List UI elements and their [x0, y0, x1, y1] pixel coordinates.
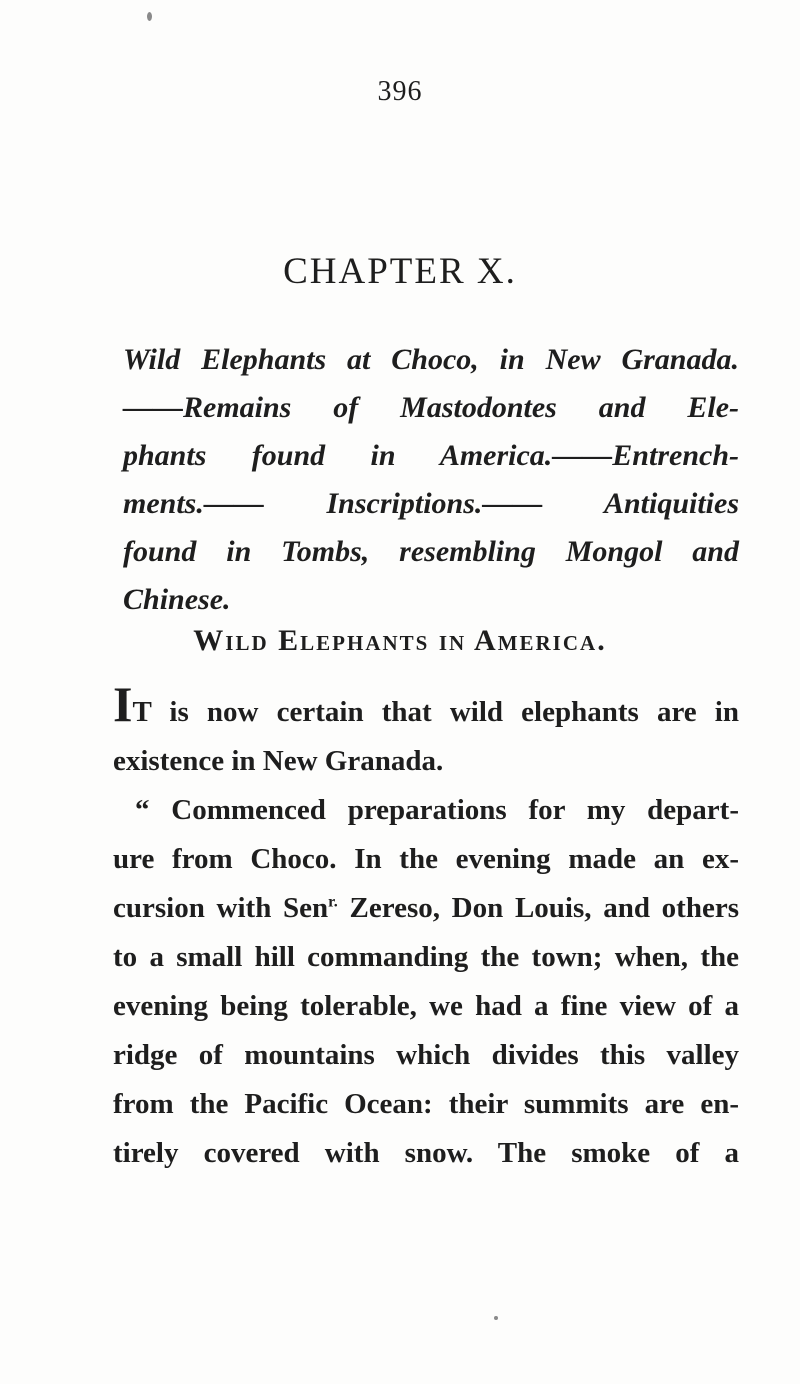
- ink-speck: [494, 1316, 498, 1320]
- summary-line: Wild Elephants at Choco, in New Granada.: [123, 343, 739, 376]
- chapter-heading: CHAPTER X.: [283, 251, 517, 292]
- summary-line: found in Tombs, resembling Mongol and: [123, 535, 739, 568]
- superscript-abbreviation: r.: [328, 893, 338, 911]
- chapter-summary: [123, 336, 739, 624]
- drop-cap: I: [113, 676, 133, 732]
- body-line-text: T is now certain that wild elephants are in: [132, 696, 739, 728]
- body-line: [113, 884, 739, 933]
- body-line-text: cursion with Sen: [113, 892, 329, 924]
- ink-speck: [147, 12, 152, 21]
- body-line: “ Commenced preparations for my depart-: [135, 794, 739, 826]
- summary-line: ——Remains of Mastodontes and Ele-: [123, 391, 739, 424]
- body-line: [113, 676, 739, 737]
- summary-line: ments.—— Inscriptions.—— Antiquities: [123, 487, 739, 520]
- body-line: to a small hill commanding the town; when, the: [113, 941, 739, 973]
- summary-line: Chinese.: [123, 583, 231, 616]
- body-line: evening being tolerable, we had a fine view of a: [113, 990, 739, 1022]
- body-line: existence in New Granada.: [113, 745, 444, 777]
- body-line: from the Pacific Ocean: their summits are en-: [113, 1088, 739, 1120]
- body-line: ure from Choco. In the evening made an ex-: [113, 843, 739, 875]
- body-line-text: Zereso, Don Louis, and others: [337, 892, 739, 924]
- body-text: [113, 676, 739, 1178]
- body-line: tirely covered with snow. The smoke of a: [113, 1137, 739, 1169]
- body-line: ridge of mountains which divides this valley: [113, 1039, 739, 1071]
- section-title: Wild Elephants in America.: [193, 624, 607, 657]
- summary-line: phants found in America.——Entrench-: [123, 439, 739, 472]
- page-number: 396: [377, 76, 423, 107]
